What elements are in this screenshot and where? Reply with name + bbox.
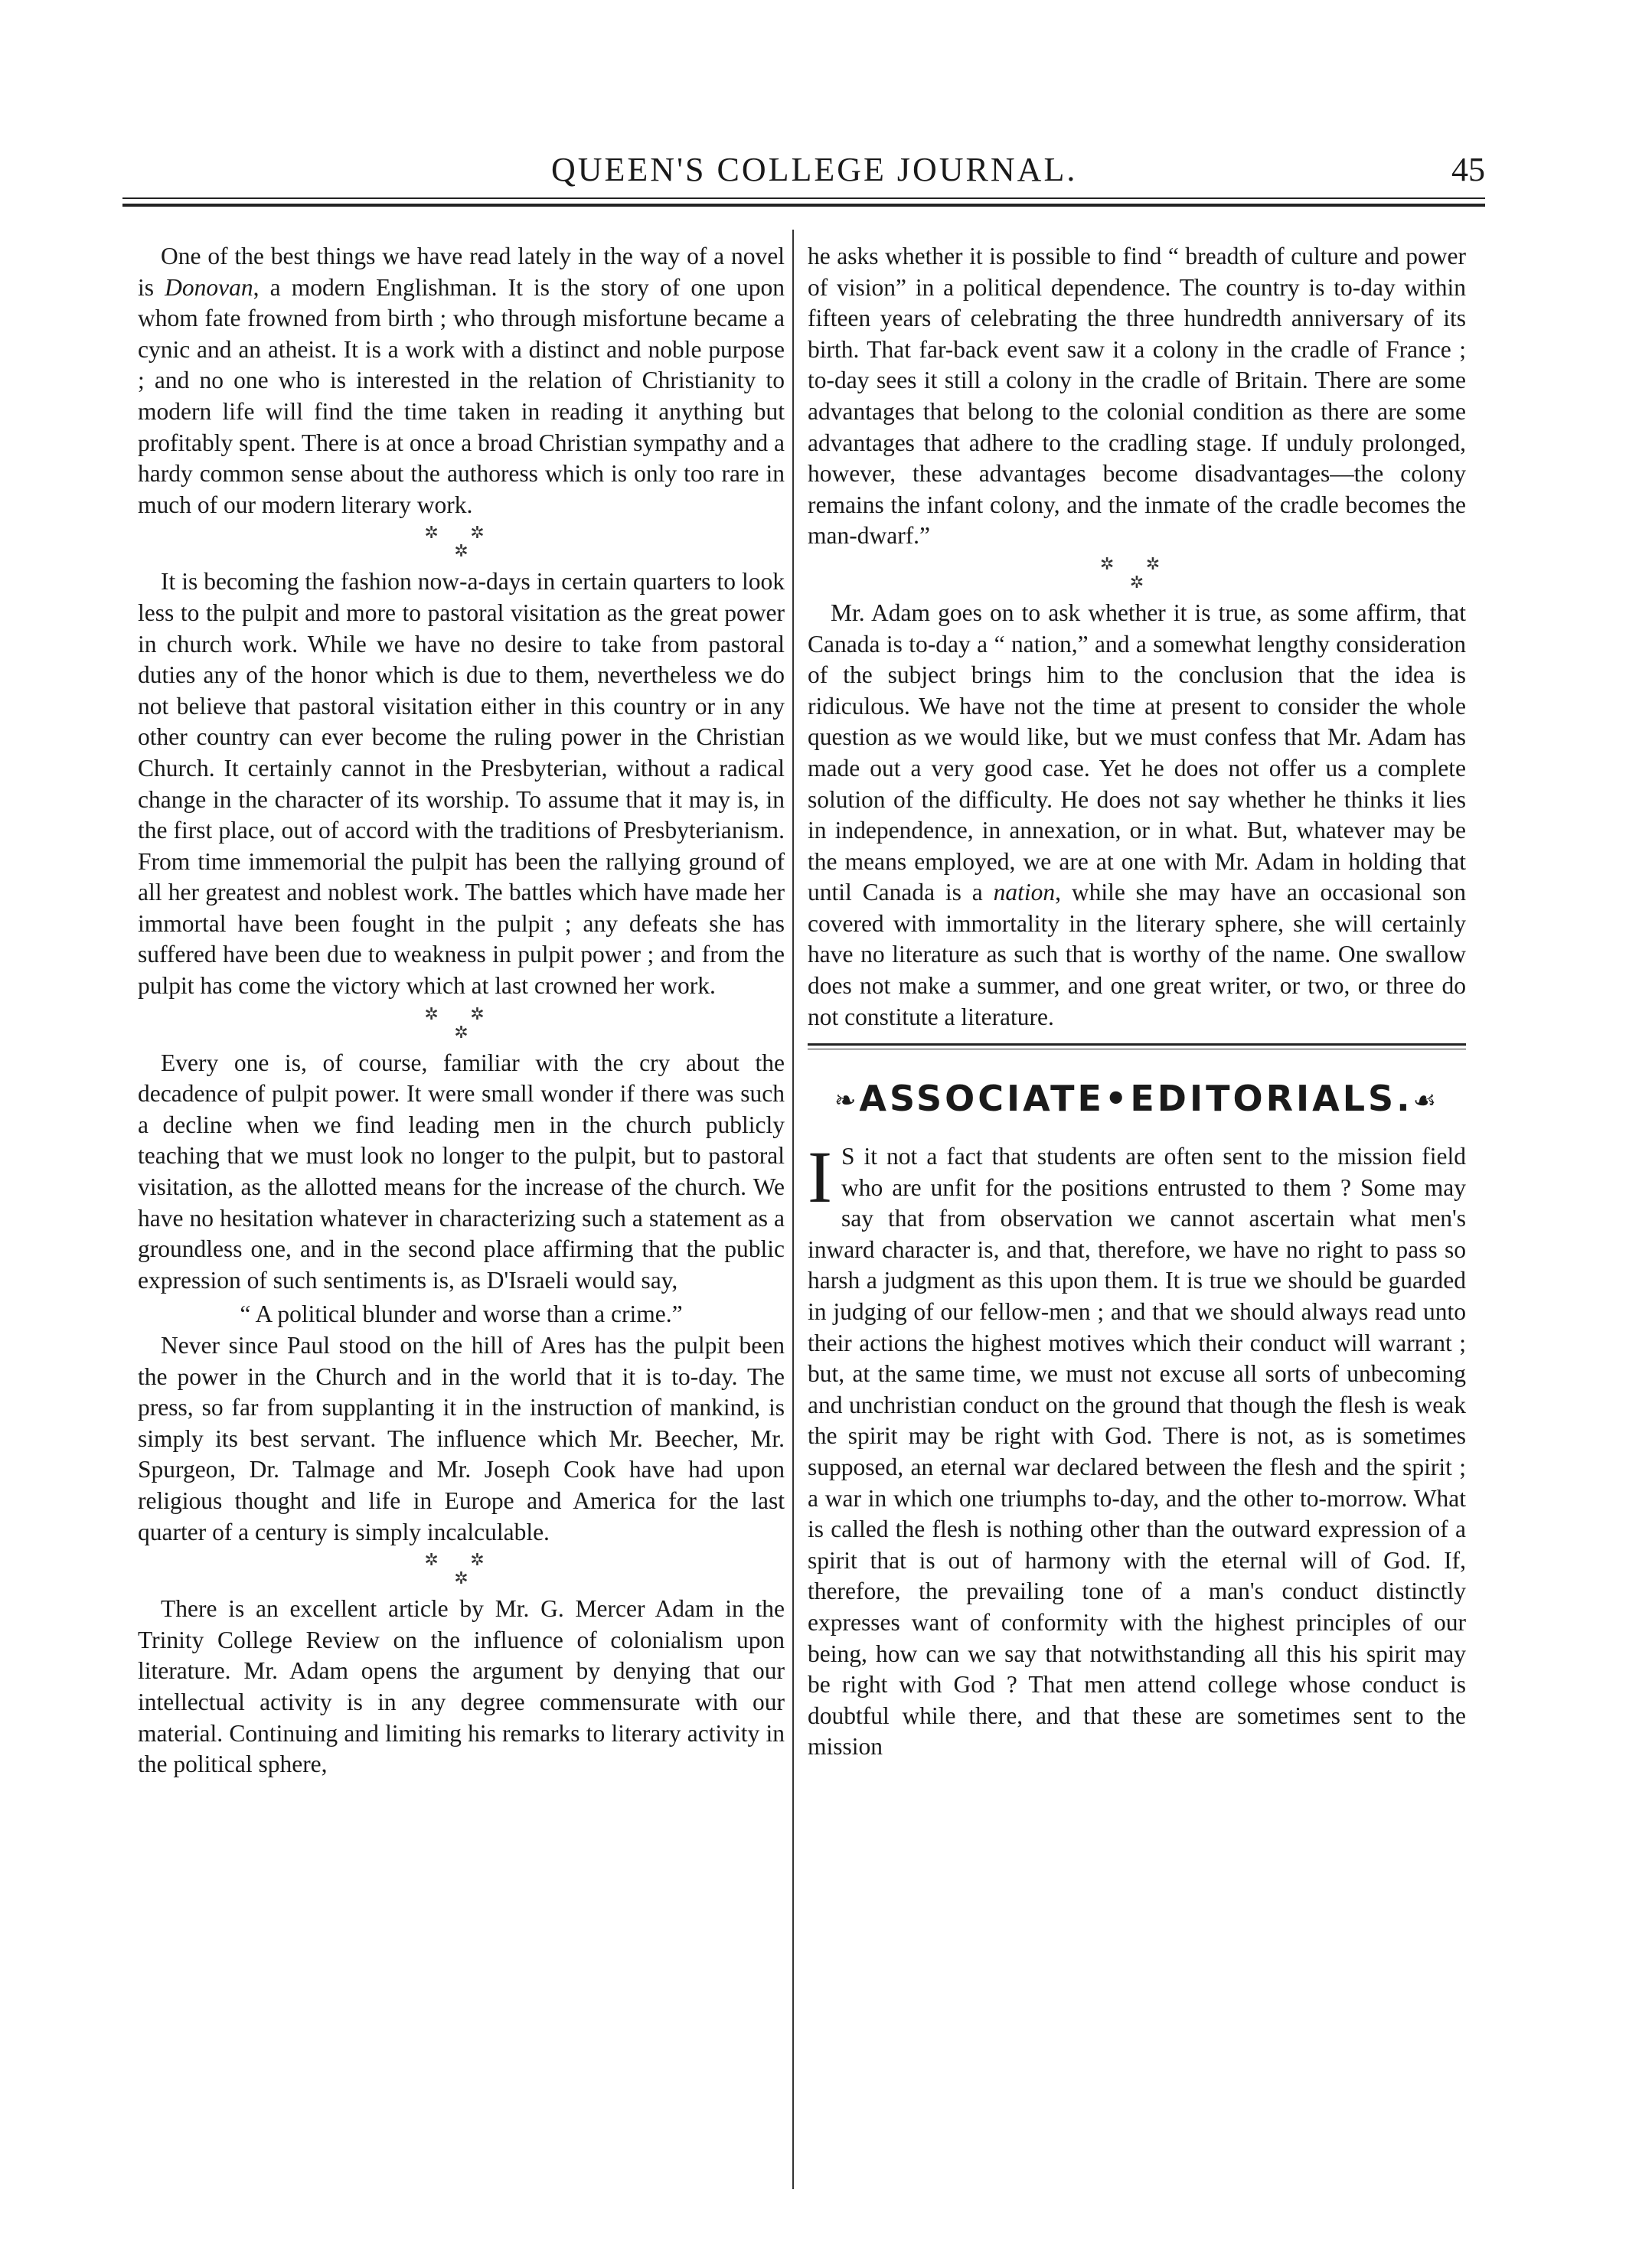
journal-title: QUEEN'S COLLEGE JOURNAL. bbox=[551, 151, 1078, 188]
section-heading bbox=[808, 1078, 1466, 1120]
paragraph-mercer-adam: There is an excellent article by Mr. G. Mercer Adam in the Trinity College Review on the influence of colonialism upon literature. Mr. Adam opens the argument by denying that our intellectual activity is in any degree commensurate with our material. Continuing and limiting his remarks to literary activity in the political sphere, bbox=[138, 1595, 785, 1778]
paragraph-canada-nation: Mr. Adam goes on to ask whether it is true, as some affirm, that Canada is to-day a “ nation,” and a somewhat lengthy consideration of the subject brings him to the conclusion that the idea is ridiculous. We have not the time at present to consider the whole question as we would like, but we must confess that Mr. Adam has made out a very good case. Yet he does not offer us a complete solution of the difficulty. He does not say whether he thinks it lies in independence, in annexation, or in what. But, whatever may be the means employed, we are at one with Mr. Adam in holding that until Canada is a nation, while she may have an occasional son covered with immortality in the literary sphere, she will certainly have no literature as such that is worthy of the name. One swallow does not make a summer, and one great writer, or two, or three do not constitute a literature. bbox=[808, 599, 1466, 1030]
paragraph-mission-students: I S it not a fact that students are often sent to the mission field who are unfit for the positions entrusted to them ? Some may say that from observation we cannot ascertain what men's inward character is, and that, therefore, we have no right to pass so harsh a judgment as this upon them. It is true we should be guarded in judging of our fellow-men ; and that we should always read unto their actions the highest motives which their conduct will warrant ; but, at the same time, we must not excuse all sorts of unbecoming and unchristian conduct on the ground that though the flesh is weak the spirit may be right with God. There is not, as is sometimes supposed, an eternal war declared between the flesh and the spirit ; a war in which one triumphs to-day, and the other to-morrow. What is called the flesh is nothing other than the outward expression of a spirit that is out of harmony with the eternal will of God. If, therefore, the prevailing tone of a man's conduct distinctly expresses want of conformity with the highest principles of our being, how can we say that notwithstanding all this his spirit may be right with God ? That men attend college whose conduct is doubtful while there, and that these are sometimes sent to the mission bbox=[808, 1136, 1466, 1761]
asterism-separator: ✲ ✲ ✲ bbox=[424, 1550, 498, 1588]
paragraph-pastoral-visitation: It is becoming the fashion now-a-days in certain quarters to look less to the pulpit and more to pastoral visitation as the great power in church work. While we have no desire to take from pastoral duties any of the honor which is due to them, nevertheless we do not believe that pastoral visitation either in this country or in any other country can ever become the ruling power in the Christian Church. It certainly cannot in the Presbyterian, without a radical change in the character of its worship. To assume that it may is, in the first place, out of accord with the traditions of Presbyterianism. From time immemorial the pulpit has been the rallying ground of all her greatest and noblest work. The battles which have made her immortal have been fought in the pulpit ; any defeats she has suffered have been due to weakness in pulpit power ; and from the pulpit has come the victory which at last crowned her work. bbox=[138, 568, 785, 1000]
fleuron-right-icon: ☙ bbox=[1412, 1085, 1440, 1117]
section-title: ASSOCIATE•EDITORIALS. bbox=[859, 1078, 1413, 1120]
quote-political-blunder: “ A political blunder and worse than a crime.” bbox=[240, 1300, 683, 1328]
paragraph-colonial-continuation: he asks whether it is possible to find “ breadth of culture and power of vision” in a political dependence. The country is to-day within fifteen years of celebrating the three hundredth anniversary of its birth. That far-back event saw it a colony in the cradle of France ; to-day sees it still a colony in the cradle of Britain. There are some advantages that belong to the colonial condition as there are some advantages that adhere to the cradling stage. If unduly prolonged, however, these advantages become disadvantages—the colony remains the infant colony, and the inmate of the cradle becomes the man-dwarf.” bbox=[808, 243, 1466, 550]
paragraph-pulpit-decadence: Every one is, of course, familiar with the cry about the decadence of pulpit power. It were small wonder if there was such a decline when we find leading men in the church publicly teaching that we must look no longer to the pulpit, but to pastoral visitation, as the allotted means for the increase of the church. We have no hesitation whatever in characterizing such a statement as a groundless one, and in the second place affirming that the public expression of such sentiments is, as D'Israeli would say, bbox=[138, 1049, 785, 1294]
paragraph-pulpit-power: Never since Paul stood on the hill of Ares has the pulpit been the power in the Church and in the world that it is to-day. The press, so far from supplanting it in the instruction of mankind, is simply its best servant. The influence which Mr. Beecher, Mr. Spurgeon, Dr. Talmage and Mr. Joseph Cook have had upon religious thought and life in Europe and America for the last quarter of a century is simply incalculable. bbox=[138, 1332, 785, 1545]
right-column bbox=[808, 241, 1466, 1763]
page-number: 45 bbox=[1451, 151, 1485, 188]
nation-emphasis: nation bbox=[993, 879, 1056, 906]
left-column bbox=[138, 241, 785, 1780]
asterism-separator: ✲ ✲ ✲ bbox=[1099, 553, 1174, 592]
asterism-separator: ✲ ✲ ✲ bbox=[424, 523, 498, 561]
book-title: Donovan bbox=[165, 273, 253, 301]
fleuron-left-icon: ❧ bbox=[834, 1085, 860, 1117]
page-header bbox=[122, 136, 1485, 205]
section-rule bbox=[808, 1043, 1466, 1049]
drop-cap: I bbox=[808, 1136, 832, 1219]
asterism-separator: ✲ ✲ ✲ bbox=[424, 1003, 498, 1042]
paragraph-donovan: One of the best things we have read lately in the way of a novel is Donovan, a modern Englishman. It is the story of one upon whom fate frowned from birth ; who through misfortune became a cynic and an atheist. It is a work with a distinct and noble purpose ; and no one who is interested in the relation of Christianity to modern life will find the time taken in reading it anything but profitably spent. There is at once a broad Christian sympathy and a hardy common sense about the authoress which is only too rare in much of our modern literary work. bbox=[138, 243, 785, 518]
column-divider bbox=[792, 230, 794, 2189]
header-rule bbox=[122, 197, 1485, 207]
